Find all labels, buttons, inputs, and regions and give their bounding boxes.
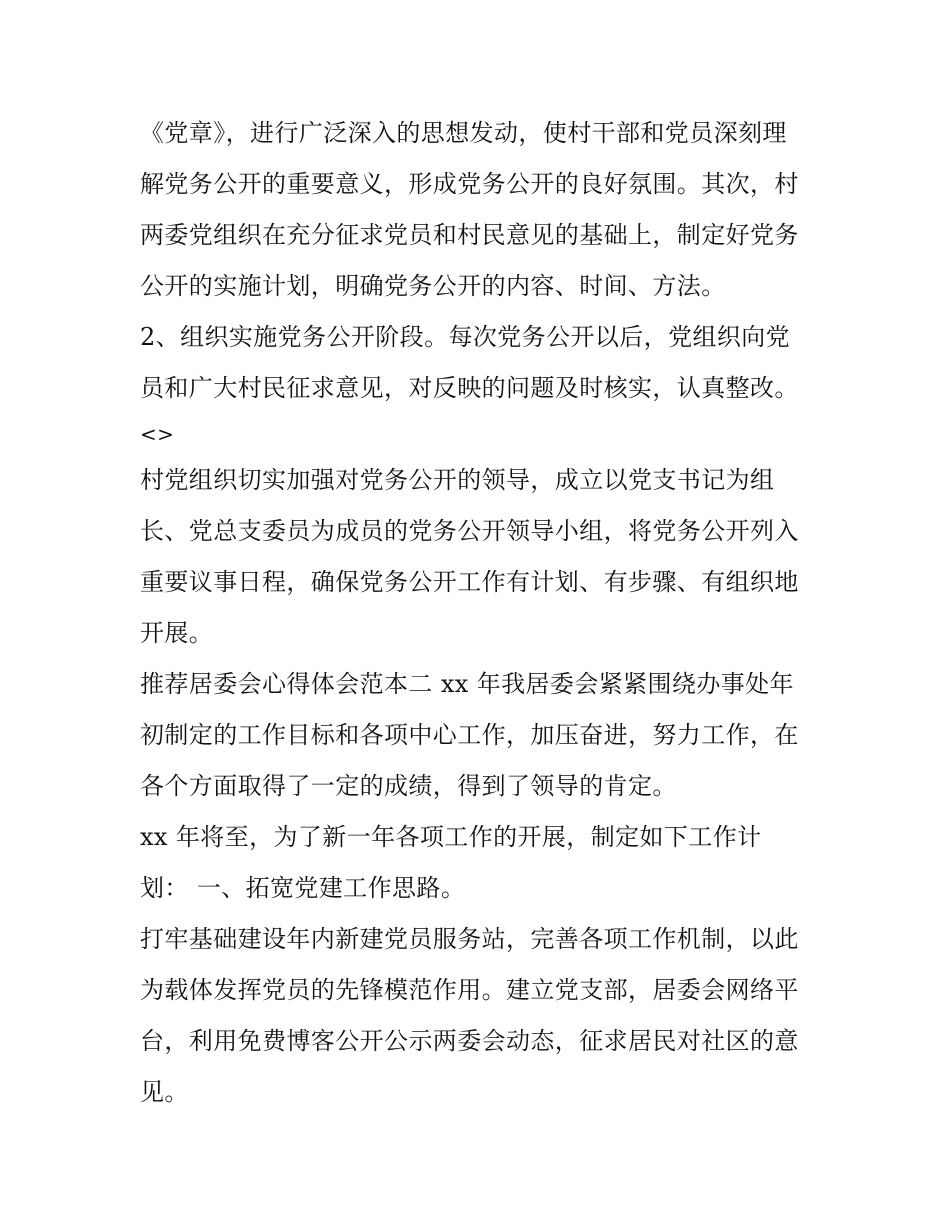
text-line: 见。 [140, 1078, 189, 1106]
text-line: 台，利用免费博客公开公示两委会动态，征求居民对社区的意 [140, 1027, 799, 1055]
text-line: 各个方面取得了一定的成绩，得到了领导的肯定。 [140, 772, 677, 800]
text-line: 《党章》，进行广泛深入的思想发动，使村干部和党员深刻理 [140, 119, 787, 147]
text-line: 打牢基础建设年内新建党员服务站，完善各项工作机制，以此 [140, 925, 799, 953]
text-line: 解党务公开的重要意义，形成党务公开的良好氛围。其次，村 [140, 170, 799, 198]
text-line: 划： 一、拓宽党建工作思路。 [140, 874, 466, 902]
text-line: 推荐居委会心得体会范本二 xx 年我居委会紧紧围绕办事处年 [140, 670, 794, 698]
text-line: xx 年将至，为了新一年各项工作的开展，制定如下工作计 [140, 823, 762, 851]
text-line: 村党组织切实加强对党务公开的领导，成立以党支书记为组 [140, 466, 775, 494]
text-line: 重要议事日程，确保党务公开工作有计划、有步骤、有组织地 [140, 568, 799, 596]
text-line: 公开的实施计划，明确党务公开的内容、时间、方法。 [140, 272, 726, 300]
text-line: 为载体发挥党员的先锋模范作用。建立党支部，居委会网络平 [140, 976, 799, 1004]
text-line: 长、党总支委员为成员的党务公开领导小组，将党务公开列入 [140, 517, 799, 545]
document-body [140, 108, 820, 1118]
text-line: 初制定的工作目标和各项中心工作，加压奋进，努力工作，在 [140, 721, 799, 749]
text-line: 两委党组织在充分征求党员和村民意见的基础上，制定好党务 [140, 221, 799, 249]
text-line: 2、组织实施党务公开阶段。每次党务公开以后，党组织向党 [140, 323, 791, 351]
text-line: 开展。 [140, 619, 214, 647]
text-line-placeholder: <> [140, 422, 175, 446]
text-line: 员和广大村民征求意见，对反映的问题及时核实，认真整改。 [140, 374, 799, 402]
